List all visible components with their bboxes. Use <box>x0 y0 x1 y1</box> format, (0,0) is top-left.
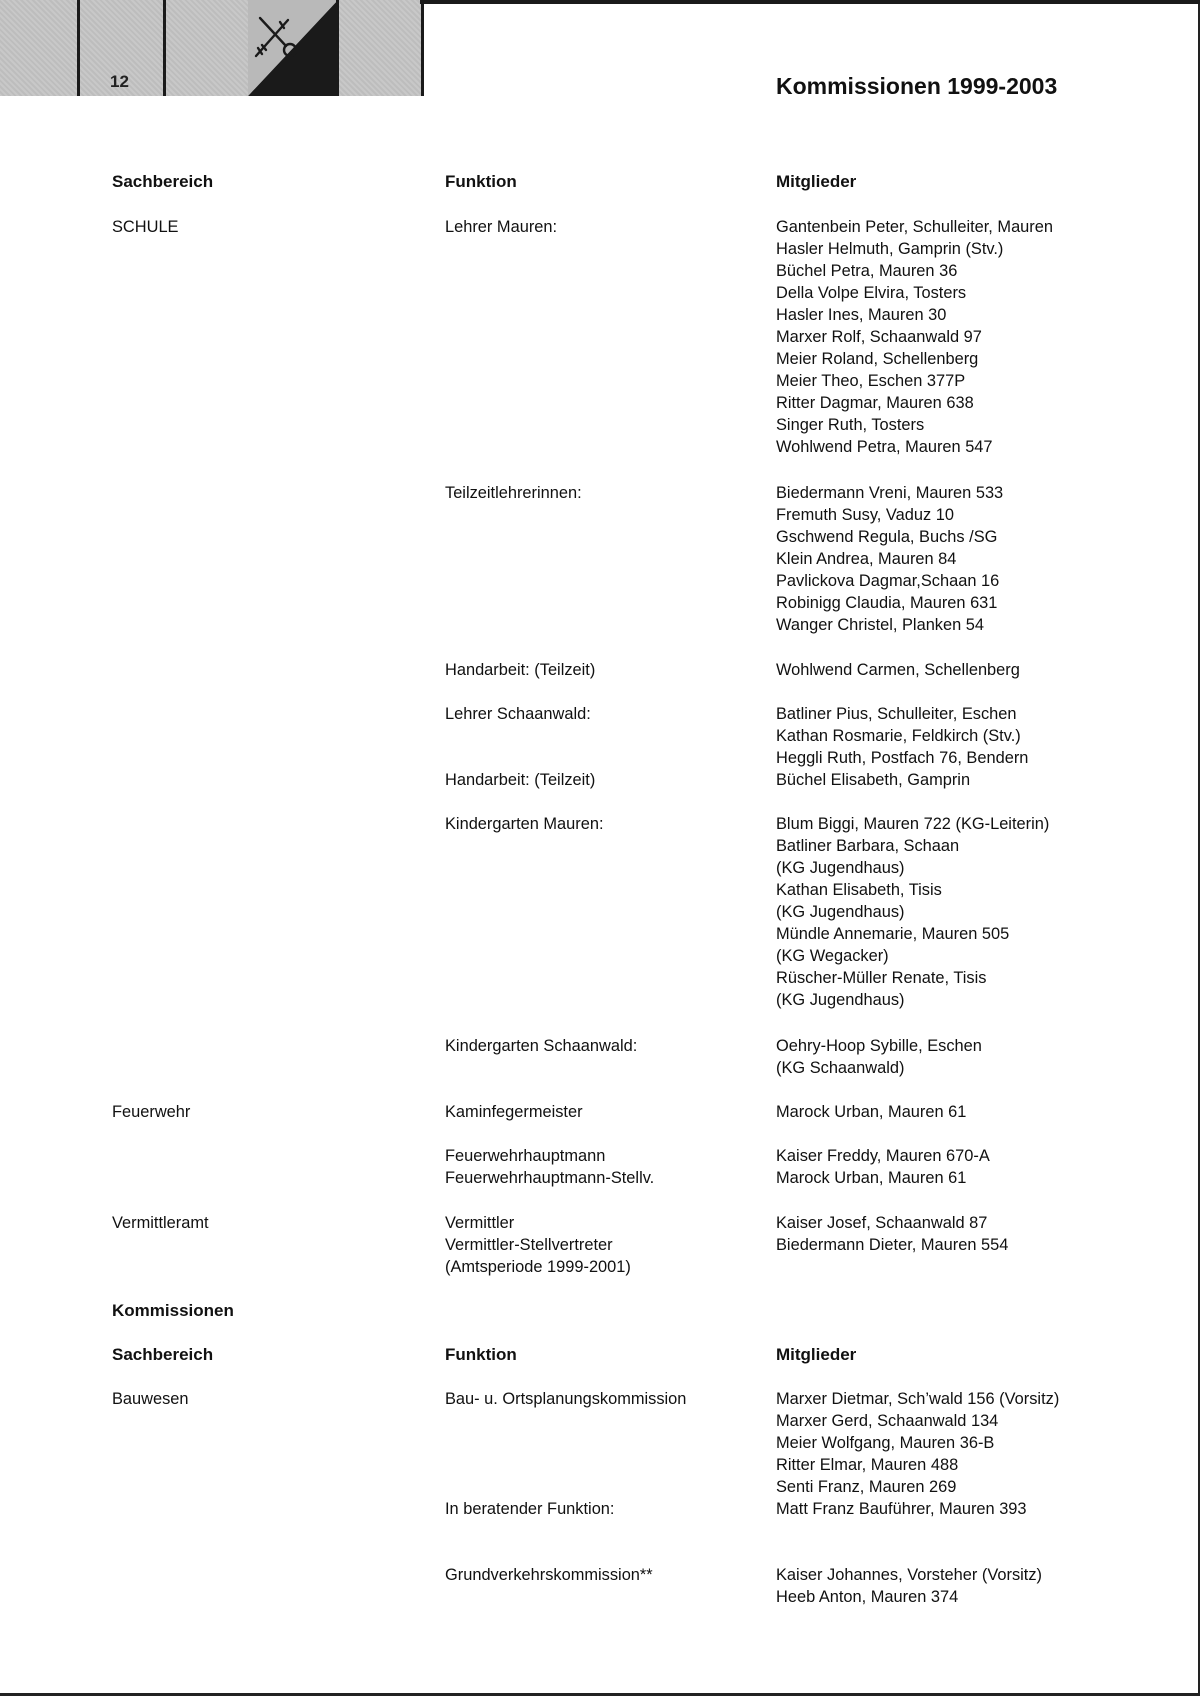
header-divider <box>421 0 424 96</box>
member-entry: Ritter Elmar, Mauren 488 <box>776 1456 959 1474</box>
members-feuerwehrhauptmann <box>776 1145 990 1189</box>
member-entry: (KG Schaanwald) <box>776 1059 905 1077</box>
header-divider <box>336 0 339 96</box>
sachbereich-vermittleramt: Vermittleramt <box>112 1214 209 1232</box>
members-beratend <box>776 1498 1027 1520</box>
funktion-line: (Amtsperiode 1999-2001) <box>445 1258 631 1276</box>
member-entry: Kathan Rosmarie, Feldkirch (Stv.) <box>776 727 1021 745</box>
member-entry: Meier Roland, Schellenberg <box>776 350 979 368</box>
member-entry: Wanger Christel, Planken 54 <box>776 616 985 634</box>
member-entry: Marock Urban, Mauren 61 <box>776 1103 967 1121</box>
header-top-rule <box>420 0 1200 4</box>
member-entry: Klein Andrea, Mauren 84 <box>776 550 957 568</box>
header-band <box>0 0 424 96</box>
member-entry: Gschwend Regula, Buchs /SG <box>776 528 998 546</box>
member-entry: Heeb Anton, Mauren 374 <box>776 1588 959 1606</box>
member-entry: Ritter Dagmar, Mauren 638 <box>776 394 974 412</box>
funktion-grundverkehrskommission: Grundverkehrskommission** <box>445 1566 653 1584</box>
member-entry: Büchel Petra, Mauren 36 <box>776 262 958 280</box>
members-kaminfegermeister <box>776 1101 966 1123</box>
header-divider <box>77 0 80 96</box>
member-entry: Fremuth Susy, Vaduz 10 <box>776 506 954 524</box>
member-entry: Biedermann Vreni, Mauren 533 <box>776 484 1004 502</box>
funktion-vermittler <box>445 1212 631 1278</box>
member-entry: Meier Wolfgang, Mauren 36-B <box>776 1434 995 1452</box>
member-entry: (KG Jugendhaus) <box>776 903 905 921</box>
column-header-funktion: Funktion <box>445 172 517 191</box>
member-entry: Meier Theo, Eschen 377P <box>776 372 966 390</box>
members-handarbeit <box>776 769 970 791</box>
member-entry: Wohlwend Carmen, Schellenberg <box>776 661 1020 679</box>
funktion-feuerwehrhauptmann <box>445 1145 654 1189</box>
members-lehrer-schaanwald <box>776 703 1028 769</box>
funktion-line: Feuerwehrhauptmann <box>445 1147 606 1165</box>
funktion-kindergarten-schaanwald: Kindergarten Schaanwald: <box>445 1037 638 1055</box>
page-title: Kommissionen 1999-2003 <box>776 73 1058 99</box>
header-grey-strip <box>0 0 424 96</box>
column-header-sachbereich: Sachbereich <box>112 1345 214 1364</box>
members-kindergarten-mauren <box>776 813 1049 1011</box>
member-entry: Matt Franz Bauführer, Mauren 393 <box>776 1500 1027 1518</box>
funktion-kaminfegermeister: Kaminfegermeister <box>445 1103 583 1121</box>
funktion-bau-ortsplanungskommission: Bau- u. Ortsplanungskommission <box>445 1390 687 1408</box>
member-entry: Biedermann Dieter, Mauren 554 <box>776 1236 1009 1254</box>
member-entry: Marxer Dietmar, Sch’wald 156 (Vorsitz) <box>776 1390 1060 1408</box>
member-entry: Hasler Ines, Mauren 30 <box>776 306 947 324</box>
funktion-lehrer-mauren: Lehrer Mauren: <box>445 218 558 236</box>
member-entry: Kaiser Josef, Schaanwald 87 <box>776 1214 988 1232</box>
section-title-kommissionen: Kommissionen <box>112 1301 234 1320</box>
member-entry: Wohlwend Petra, Mauren 547 <box>776 438 993 456</box>
funktion-kindergarten-mauren: Kindergarten Mauren: <box>445 815 604 833</box>
funktion-lehrer-schaanwald: Lehrer Schaanwald: <box>445 705 591 723</box>
members-lehrer-mauren <box>776 216 1053 458</box>
member-entry: Gantenbein Peter, Schulleiter, Mauren <box>776 218 1053 236</box>
member-entry: Heggli Ruth, Postfach 76, Bendern <box>776 749 1029 767</box>
member-entry: Rüscher-Müller Renate, Tisis <box>776 969 987 987</box>
funktion-beratend: In beratender Funktion: <box>445 1500 615 1518</box>
member-entry: Hasler Helmuth, Gamprin (Stv.) <box>776 240 1004 258</box>
funktion-teilzeitlehrerinnen: Teilzeitlehrerinnen: <box>445 484 582 502</box>
member-entry: Marxer Gerd, Schaanwald 134 <box>776 1412 999 1430</box>
sachbereich-bauwesen: Bauwesen <box>112 1390 189 1408</box>
member-entry: Singer Ruth, Tosters <box>776 416 925 434</box>
member-entry: (KG Jugendhaus) <box>776 859 905 877</box>
column-header-funktion: Funktion <box>445 1345 517 1364</box>
member-entry: Batliner Barbara, Schaan <box>776 837 960 855</box>
member-entry: (KG Jugendhaus) <box>776 991 905 1009</box>
members-grundverkehrskommission <box>776 1564 1042 1608</box>
funktion-line: Vermittler <box>445 1214 515 1232</box>
members-handarbeit <box>776 659 1020 681</box>
page-number: 12 <box>110 72 129 91</box>
member-entry: Kathan Elisabeth, Tisis <box>776 881 942 899</box>
header-divider <box>163 0 166 96</box>
funktion-handarbeit: Handarbeit: (Teilzeit) <box>445 661 596 679</box>
member-entry: (KG Wegacker) <box>776 947 889 965</box>
member-entry: Kaiser Freddy, Mauren 670-A <box>776 1147 990 1165</box>
member-entry: Blum Biggi, Mauren 722 (KG-Leiterin) <box>776 815 1050 833</box>
member-entry: Mündle Annemarie, Mauren 505 <box>776 925 1010 943</box>
funktion-line: Vermittler-Stellvertreter <box>445 1236 613 1254</box>
member-entry: Della Volpe Elvira, Tosters <box>776 284 967 302</box>
members-vermittler <box>776 1212 1008 1256</box>
funktion-handarbeit: Handarbeit: (Teilzeit) <box>445 771 596 789</box>
members-kindergarten-schaanwald <box>776 1035 982 1079</box>
member-entry: Marock Urban, Mauren 61 <box>776 1169 967 1187</box>
funktion-line: Feuerwehrhauptmann-Stellv. <box>445 1169 655 1187</box>
sachbereich-feuerwehr: Feuerwehr <box>112 1103 191 1121</box>
member-entry: Büchel Elisabeth, Gamprin <box>776 771 971 789</box>
member-entry: Senti Franz, Mauren 269 <box>776 1478 957 1496</box>
member-entry: Marxer Rolf, Schaanwald 97 <box>776 328 982 346</box>
member-entry: Pavlickova Dagmar,Schaan 16 <box>776 572 1000 590</box>
column-header-sachbereich: Sachbereich <box>112 172 214 191</box>
column-header-mitglieder: Mitglieder <box>776 172 857 191</box>
member-entry: Kaiser Johannes, Vorsteher (Vorsitz) <box>776 1566 1043 1584</box>
members-bau-ortsplanungskommission <box>776 1388 1059 1498</box>
column-header-mitglieder: Mitglieder <box>776 1345 857 1364</box>
member-entry: Oehry-Hoop Sybille, Eschen <box>776 1037 982 1055</box>
crossed-keys-emblem-icon <box>250 12 302 62</box>
members-teilzeitlehrerinnen <box>776 482 1003 636</box>
sachbereich-schule: SCHULE <box>112 218 179 236</box>
member-entry: Robinigg Claudia, Mauren 631 <box>776 594 998 612</box>
member-entry: Batliner Pius, Schulleiter, Eschen <box>776 705 1017 723</box>
